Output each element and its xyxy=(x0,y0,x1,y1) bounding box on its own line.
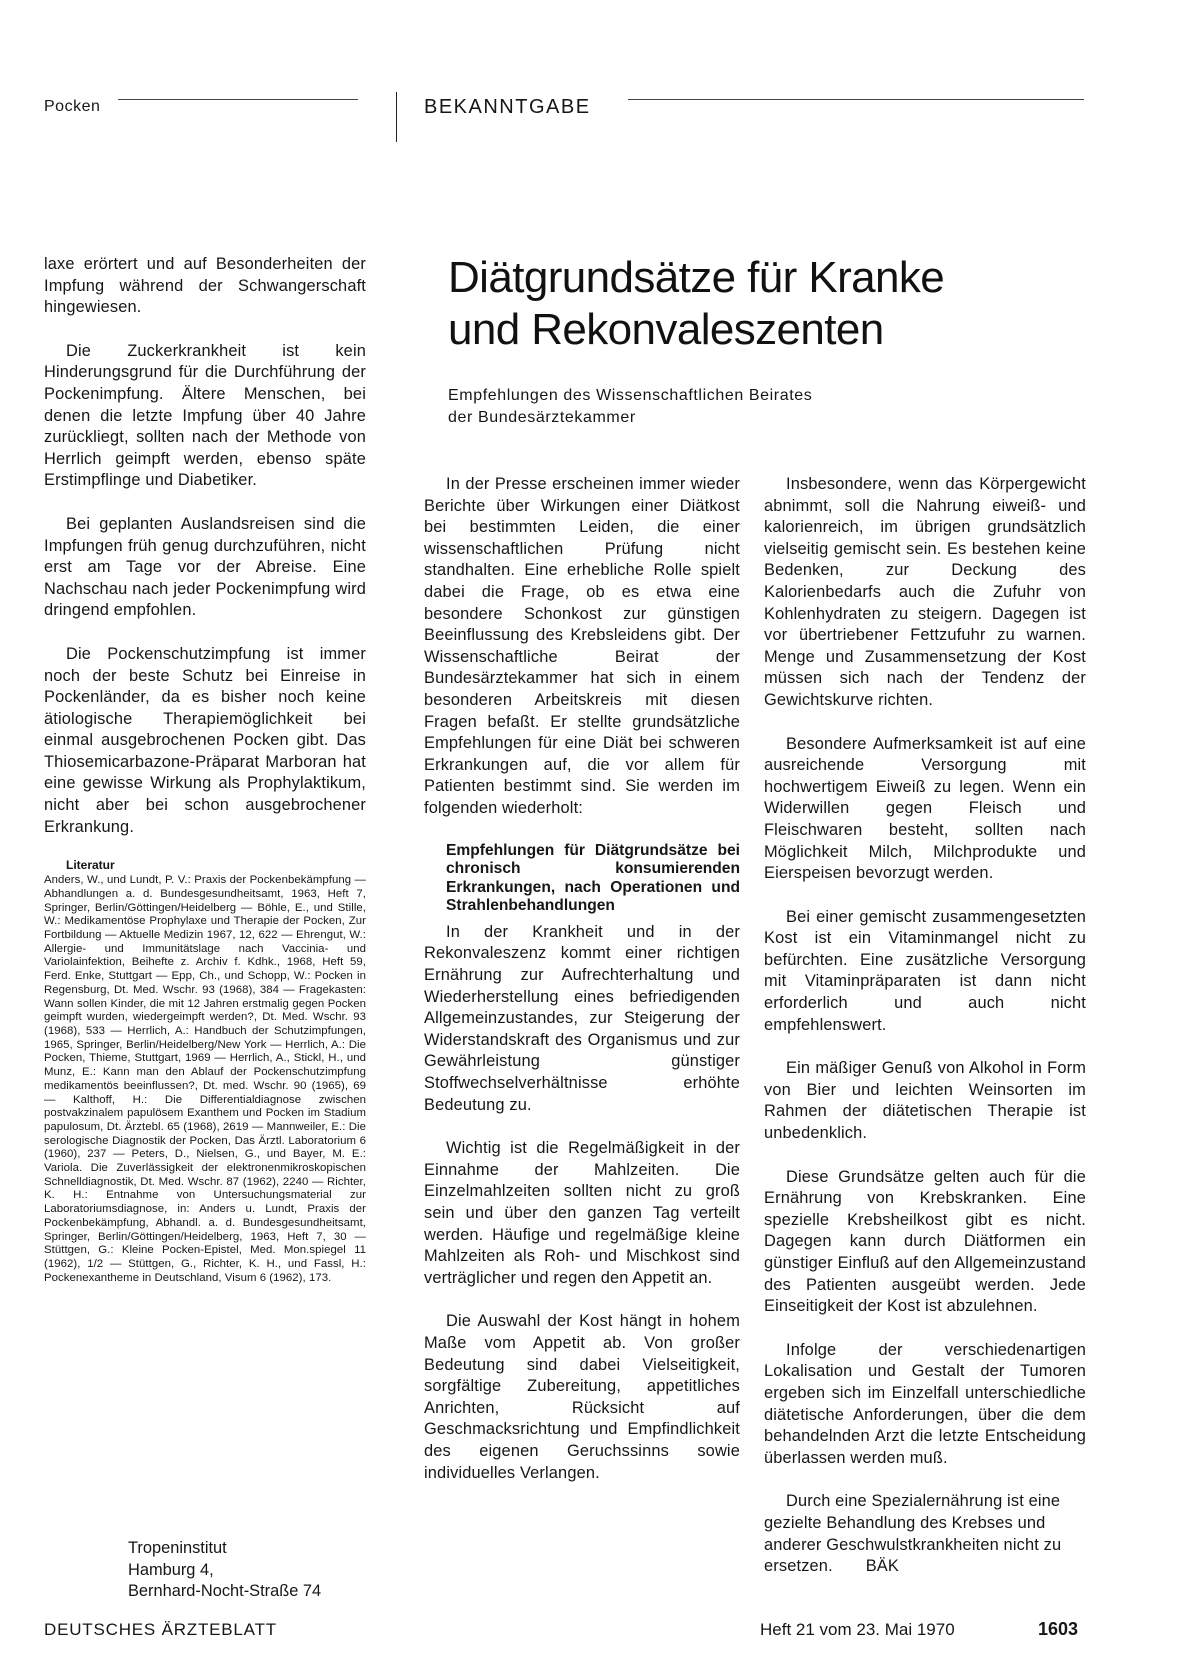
middle-paragraph: In der Krankheit und in der Rekonvaleszenz kommt einer richtigen Ernährung zur Aufrechterhaltung und Wiederherstellung eines befriedigenden Allgemeinzustandes, zur Steigerung der Widerstandskraft des Organismus und zur Gewährleistung günstiger Stoffwechselverhältnisse erhöhte Bedeutung zu. xyxy=(424,922,740,1114)
journal-name: DEUTSCHES ÄRZTEBLATT xyxy=(44,1620,277,1639)
left-column xyxy=(44,254,366,1285)
right-paragraph: Insbesondere, wenn das Körpergewicht abnimmt, soll die Nahrung eiweiß- und kalorienreich, im übrigen grundsätzlich vielseitig gemischt sein. Es bestehen keine Bedenken, zur Deckung des Kalorienbedarfs auch die Zufuhr von Kohlenhydraten zu steigern. Dagegen ist vor übertriebener Fettzufuhr zu warnen. Menge und Zusammensetzung der Kost müssen sich nach der Tendenz der Gewichtskurve richten. xyxy=(764,475,1086,709)
literature-list: Anders, W., und Lundt, P. V.: Praxis der Pockenbekämpfung — Abhandlungen a. d. Bundesgesundheitsamt, 1963, Heft 7, Springer, Berlin/Göttingen/Heidelberg — Böhle, E., und Stille, W.: Medikamentöse Prophylaxe und Therapie der Pocken, Zur Fortbildung — Aktuelle Medizin 1967, 12, 622 — Ehrengut, W.: Allergie- und Immunitätslage nach Vaccinia- und Variolainfektion, Beihefte z. Archiv f. Kdhk., 1968, Heft 59, Ferd. Enke, Stuttgart — Epp, Ch., und Schopp, W.: Pocken in Regensburg, Dt. Med. Wschr. 93 (1968), 384 — Fragekasten: Wann sollen Kinder, die mit 12 Jahren erstmalig gegen Pocken geimpft wurden, wiedergeimpft werden?, Dt. Med. Wschr. 93 (1968), 533 — Herrlich, A.: Handbuch der Schutzimpfungen, 1965, Springer, Berlin/Heidelberg/New York — Herrlich, A.: Die Pocken, Thieme, Stuttgart, 1969 — Herrlich, A., Stickl, H., und Munz, E.: Kann man den Ablauf der Pockenschutzimpfung medikamentös beeinflussen?, Dt. med. Wschr. 90 (1965), 69 — Kalthoff, H.: Die Differentialdiagnose zwischen postvakzinalem papulösem Exanthem und Pocken im Stadium papulosum, Dt. Ärztebl. 65 (1968), 2619 — Mannweiler, E.: Die serologische Diagnostik der Pocken, Das Ärztl. Laboratorium 6 (1960), 237 — Peters, D., Nielsen, G., und Bayer, M. E.: Variola. Die Zuverlässigkeit der elektronenmikroskopischen Schnelldiagnostik, Dt. Med. Wschr. 87 (1962), 2240 — Richter, K. H.: Entnahme von Untersuchungsmaterial zur Laboratoriumsdiagnose, in: Anders u. Lundt, Praxis der Pockenbekämpfung, Abhandl. a. d. Bundesgesundheitsamt, Springer, Berlin/Göttingen/Heidelberg, 1963, Heft 7, 30 — Stüttgen, G.: Kleine Pocken-Epistel, Med. Mon.spiegel 11 (1962), 1/2 — Stüttgen, G., Richter, K. H., und Fassl, H.: Pockenexantheme in Deutschland, Visum 6 (1962), 173. xyxy=(44,874,366,1284)
middle-paragraph: In der Presse erscheinen immer wieder Berichte über Wirkungen einer Diätkost bei bestimmten Leiden, die einer wissenschaftlichen Prüfung nicht standhalten. Eine erhebliche Rolle spielt dabei die Frage, ob es etwa eine besondere Schonkost zur günstigen Beeinflussung des Krebsleidens gibt. Der Wissenschaftliche Beirat der Bundesärztekammer hat sich in einem besonderen Arbeitskreis mit diesen Fragen befaßt. Er stellte grundsätzliche Empfehlungen für eine Diät bei schweren Erkrankungen auf, die vor allem für Patienten bestimmt sind. Sie werden im folgenden wiederholt: xyxy=(424,475,740,817)
middle-paragraph: Wichtig ist die Regelmäßigkeit in der Einnahme der Mahlzeiten. Die Einzelmahlzeiten sollten nicht zu groß sein und über den ganzen Tag verteilt werden. Häufige und regelmäßige kleine Mahlzeiten als Roh- und Mischkost sind verträglicher und regen den Appetit an. xyxy=(424,1139,740,1287)
literature-heading: Literatur xyxy=(66,858,115,873)
page-number: 1603 xyxy=(1038,1619,1079,1639)
subheading: Empfehlungen für Diätgrundsätze bei chronisch konsumierenden Erkrankungen, nach Operationen und Strahlenbehandlungen xyxy=(446,841,740,915)
issue-info: Heft 21 vom 23. Mai 1970 xyxy=(760,1620,955,1639)
address-line: Tropeninstitut xyxy=(128,1539,227,1557)
right-paragraph: Infolge der verschiedenartigen Lokalisation und Gestalt der Tumoren ergeben sich im Einzelfall unterschiedliche diätetische Anforderungen, über die dem behandelnden Arzt die letzte Entscheidung überlassen werden muß. xyxy=(764,1340,1086,1467)
article-subtitle-line2: der Bundesärztekammer xyxy=(448,409,636,426)
middle-column xyxy=(424,474,740,1506)
right-paragraph-text: Durch eine Spezialernährung ist eine gezielte Behandlung des Krebses und anderer Geschwulstkrankheiten nicht zu ersetzen. xyxy=(764,1492,1062,1576)
right-paragraph: Diese Grundsätze gelten auch für die Ernährung von Krebskranken. Eine spezielle Krebsheilkost gibt es nicht. Dagegen kann durch Diätformen ein günstiger Einfluß auf den Allgemeinzustand des Patienten ausgeübt werden. Jede Einseitigkeit der Kost ist abzulehnen. xyxy=(764,1167,1086,1316)
signature: BÄK xyxy=(865,1557,899,1576)
header-rule-left xyxy=(118,99,358,100)
middle-paragraph: Die Auswahl der Kost hängt in hohem Maße vom Appetit ab. Von großer Bedeutung sind dabei Vielseitigkeit, sorgfältige Zubereitung, appetitliches Anrichten, Rücksicht auf Geschmacksrichtung und Empfindlichkeit des eigenen Geruchssinns sowie individuelles Verlangen. xyxy=(424,1312,740,1482)
column-divider xyxy=(396,92,397,142)
right-paragraph: Bei einer gemischt zusammengesetzten Kost ist ein Vitaminmangel nicht zu befürchten. Eine zusätzliche Versorgung mit Vitaminpräparaten ist dann nicht erforderlich und auch nicht empfehlenswert. xyxy=(764,907,1086,1034)
section-label-left: Pocken xyxy=(44,98,101,115)
left-paragraph: Bei geplanten Auslandsreisen sind die Impfungen früh genug durchzuführen, nicht erst am Tage vor der Abreise. Eine Nachschau nach jeder Pockenimpfung wird dringend empfohlen. xyxy=(44,514,366,620)
header-rule-right xyxy=(628,99,1084,100)
right-column xyxy=(764,474,1086,1578)
article-title xyxy=(448,252,944,356)
section-label-right: BEKANNTGABE xyxy=(424,96,591,118)
article-subtitle-line1: Empfehlungen des Wissenschaftlichen Beirates xyxy=(448,387,813,404)
address-line: Hamburg 4, xyxy=(128,1560,214,1579)
right-paragraph: Besondere Aufmerksamkeit ist auf eine ausreichende Versorgung mit hochwertigem Eiweiß zu legen. Wenn ein Widerwillen gegen Fleisch und Fleischwaren besteht, sollten nach Möglichkeit Milch, Milchprodukte und Eierspeisen bevorzugt werden. xyxy=(764,734,1086,883)
article-subtitle xyxy=(448,385,812,429)
left-paragraph: Die Pockenschutzimpfung ist immer noch der beste Schutz bei Einreise in Pockenländer, da es bisher noch keine ätiologische Therapiemöglichkeit bei einmal ausgebrochenen Pocken gibt. Das Thiosemicarbazone-Präparat Marboran hat eine gewisse Wirkung als Prophylaktikum, nicht aber bei schon ausgebrochener Erkrankung. xyxy=(44,644,366,836)
left-paragraph: Die Zuckerkrankheit ist kein Hinderungsgrund für die Durchführung der Pockenimpfung. Ältere Menschen, bei denen die letzte Impfung über 40 Jahre zurückliegt, sollten nach der Methode von Herrlich geimpft werden, ebenso späte Erstimpflinge und Diabetiker. xyxy=(44,341,366,490)
address-line: Bernhard-Nocht-Straße 74 xyxy=(128,1582,322,1601)
author-address xyxy=(128,1538,321,1603)
right-paragraph xyxy=(764,1491,1086,1577)
article-title-line1: Diätgrundsätze für Kranke xyxy=(448,253,945,302)
article-title-line2: und Rekonvaleszenten xyxy=(448,305,884,354)
left-paragraph: laxe erörtert und auf Besonderheiten der Impfung während der Schwangerschaft hingewiesen. xyxy=(44,255,366,317)
right-paragraph: Ein mäßiger Genuß von Alkohol in Form von Bier und leichten Weinsorten im Rahmen der diätetischen Therapie ist unbedenklich. xyxy=(764,1059,1086,1143)
